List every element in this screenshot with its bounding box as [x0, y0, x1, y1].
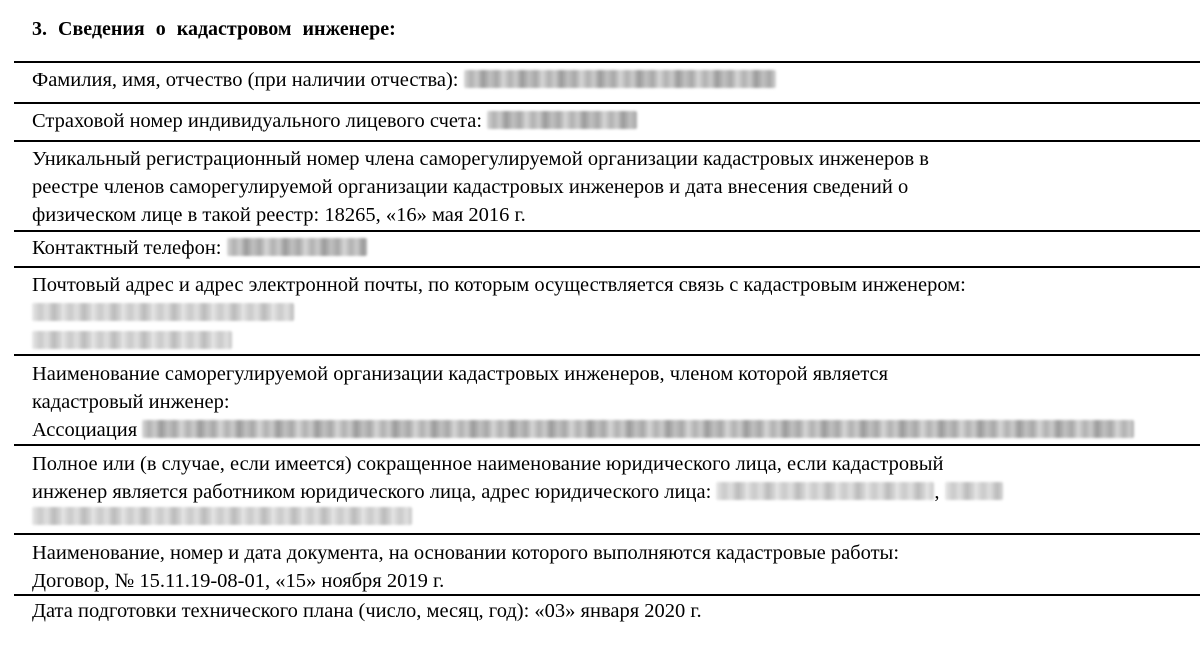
redacted-legal-entity-name: [716, 482, 934, 500]
section-heading: 3. Сведения о кадастровом инженере:: [32, 18, 396, 40]
separator-line: [14, 230, 1200, 232]
registry-line-2: реестре членов саморегулируемой организации кадастровых инженеров и дата внесения сведений о: [32, 176, 909, 198]
redacted-snils: [487, 111, 637, 129]
separator-line: [14, 533, 1200, 535]
sro-line-3: [32, 416, 1134, 444]
separator-line: [14, 61, 1200, 63]
separator-line: [14, 444, 1200, 446]
redacted-postal-address: [32, 303, 294, 324]
postal-label: Почтовый адрес и адрес электронной почты, по которым осуществляется связь с кадастровым инженером:: [32, 274, 966, 296]
separator-line: [14, 594, 1200, 596]
legal-entity-label: инженер является работником юридического лица, адрес юридического лица:: [32, 481, 712, 503]
phone-row: [32, 234, 367, 262]
document-line-2: Договор, № 15.11.19-08-01, «15» ноября 2019 г.: [32, 570, 445, 592]
redacted-phone: [227, 238, 367, 256]
legal-entity-line-2: [32, 478, 1003, 506]
sro-prefix: Ассоциация: [32, 419, 138, 441]
redacted-sro-name: [142, 420, 1134, 438]
sro-line-2: кадастровый инженер:: [32, 391, 230, 413]
separator-line: [14, 266, 1200, 268]
prep-date: Дата подготовки технического плана (число, месяц, год): «03» января 2020 г.: [32, 600, 702, 622]
separator-line: [14, 102, 1200, 104]
separator-line: [14, 354, 1200, 356]
legal-entity-comma: ,: [934, 481, 940, 503]
document-line-1: Наименование, номер и дата документа, на основании которого выполняются кадастровые работы:: [32, 542, 900, 564]
snils-row: [32, 107, 637, 135]
sro-line-1: Наименование саморегулируемой организации кадастровых инженеров, членом которой является: [32, 363, 889, 385]
registry-line-1: Уникальный регистрационный номер члена саморегулируемой организации кадастровых инженеров в: [32, 148, 929, 170]
redacted-email: [32, 331, 232, 352]
redacted-legal-entity-address: [32, 507, 412, 528]
legal-entity-line-1: Полное или (в случае, если имеется) сокращенное наименование юридического лица, если кадастровый: [32, 453, 944, 475]
phone-label: Контактный телефон:: [32, 237, 222, 259]
redacted-full-name: [464, 70, 776, 88]
registry-line-3: физическом лице в такой реестр: 18265, «16» мая 2016 г.: [32, 204, 526, 226]
snils-label: Страховой номер индивидуального лицевого счета:: [32, 110, 483, 132]
full-name-label: Фамилия, имя, отчество (при наличии отчества):: [32, 69, 459, 91]
full-name-row: [32, 66, 776, 94]
separator-line: [14, 140, 1200, 142]
redacted-legal-entity-city: [945, 482, 1003, 500]
